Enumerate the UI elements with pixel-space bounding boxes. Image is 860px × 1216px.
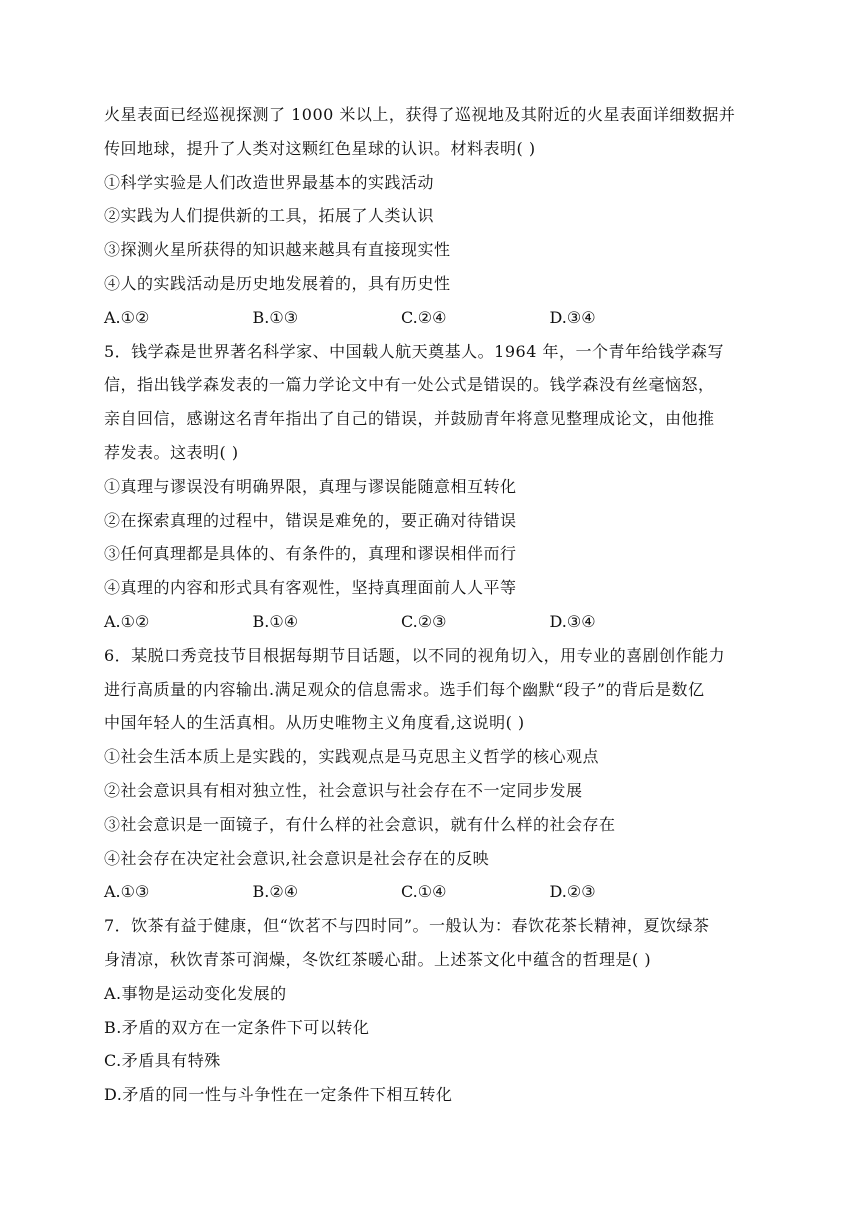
option-a: A.①③ [104, 882, 150, 902]
statement-2: ②在探索真理的过程中，错误是难免的，要正确对待错误 [104, 510, 517, 530]
answer-options [104, 301, 756, 335]
exam-page [104, 98, 756, 1112]
question-stem-line: 信，指出钱学森发表的一篇力学论文中有一处公式是错误的。钱学森没有丝毫恼怒， [104, 375, 715, 395]
question-stem-line: 进行高质量的内容输出.满足观众的信息需求。选手们每个幽默“段子”的背后是数亿 [104, 679, 705, 699]
question-stem-line: 5．钱学森是世界著名科学家、中国载人航天奠基人。1964 年，一个青年给钱学森写 [104, 341, 724, 361]
answer-options [104, 875, 756, 909]
question-stem-line: 身清凉，秋饮青茶可润燥，冬饮红茶暖心甜。上述茶文化中蕴含的哲理是( ) [104, 949, 652, 969]
option-b: B.①③ [252, 307, 299, 327]
statement-1: ①真理与谬误没有明确界限，真理与谬误能随意相互转化 [104, 476, 517, 496]
choice-b: B.矛盾的双方在一定条件下可以转化 [104, 1017, 370, 1037]
option-a: A.①② [104, 611, 150, 631]
statement-4: ④人的实践活动是历史地发展着的，具有历史性 [104, 273, 451, 293]
statement-4: ④真理的内容和形式具有客观性，坚持真理面前人人平等 [104, 578, 517, 598]
option-a: A.①② [104, 307, 150, 327]
statement-2: ②实践为人们提供新的工具，拓展了人类认识 [104, 206, 435, 226]
statement-3: ③社会意识是一面镜子，有什么样的社会意识，就有什么样的社会存在 [104, 814, 616, 834]
question-stem-line: 荐发表。这表明( ) [104, 442, 239, 462]
statement-4: ④社会存在决定社会意识,社会意识是社会存在的反映 [104, 848, 490, 868]
choice-a: A.事物是运动变化发展的 [104, 983, 287, 1003]
option-d: D.③④ [549, 307, 596, 327]
question-stem-line: 7．饮茶有益于健康，但“饮茗不与四时同”。一般认为：春饮花茶长精神，夏饮绿茶 [104, 916, 710, 936]
option-d: D.③④ [549, 611, 596, 631]
question-stem-line: 火星表面已经巡视探测了 1000 米以上，获得了巡视地及其附近的火星表面详细数据并 [104, 105, 736, 124]
answer-options [104, 605, 756, 639]
statement-1: ①社会生活本质上是实践的，实践观点是马克思主义哲学的核心观点 [104, 747, 600, 767]
option-d: D.②③ [549, 882, 596, 902]
option-b: B.②④ [252, 882, 299, 902]
statement-2: ②社会意识具有相对独立性，社会意识与社会存在不一定同步发展 [104, 780, 583, 800]
option-c: C.②④ [401, 307, 447, 327]
question-stem-line: 亲自回信，感谢这名青年指出了自己的错误，并鼓励青年将意见整理成论文，由他推 [104, 409, 715, 429]
option-b: B.①④ [252, 611, 299, 631]
choice-c: C.矛盾具有特殊 [104, 1051, 221, 1071]
statement-1: ①科学实验是人们改造世界最基本的实践活动 [104, 172, 435, 192]
statement-3: ③任何真理都是具体的、有条件的，真理和谬误相伴而行 [104, 544, 517, 564]
option-c: C.②③ [401, 611, 447, 631]
question-6 [104, 639, 756, 909]
question-5 [104, 335, 756, 639]
question-stem-line: 6．某脱口秀竞技节目根据每期节目话题，以不同的视角切入，用专业的喜剧创作能力 [104, 645, 726, 665]
question-7 [104, 909, 756, 1112]
option-c: C.①④ [401, 882, 447, 902]
statement-3: ③探测火星所获得的知识越来越具有直接现实性 [104, 240, 451, 260]
question-stem-line: 传回地球，提升了人类对这颗红色星球的认识。材料表明( ) [104, 138, 536, 158]
choice-d: D.矛盾的同一性与斗争性在一定条件下相互转化 [104, 1085, 453, 1105]
question-4 [104, 98, 756, 335]
question-stem-line: 中国年轻人的生活真相。从历史唯物主义角度看,这说明( ) [104, 713, 525, 733]
